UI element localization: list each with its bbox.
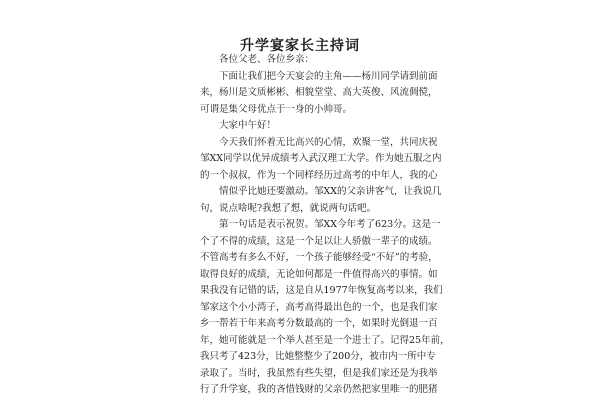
text-line: 乡一帮若干年来高考分数最高的一个，如果时光倒退一百: [200, 318, 438, 329]
document-body: [200, 52, 450, 399]
text-line: 果我没有记错的话，这是自从1977年恢复高考以来，我们: [200, 285, 443, 296]
text-line: 的一个叔叔，作为一个同样经历过高考的中年人，我的心: [200, 169, 438, 181]
text-line: 取得良好的成绩，无论如何都是一件值得高兴的事情。如: [200, 268, 438, 280]
text-line: 可谓是集父母优点于一身的小帅哥。: [200, 103, 353, 115]
text-line: 大家中午好！: [219, 120, 277, 131]
text-line: 个了不得的成绩，这是一个足以让人骄傲一辈子的成绩。: [200, 235, 438, 247]
text-line: 不管高考有多么不好，一个孩子能够经受“不好”的考验，: [200, 252, 438, 263]
text-line: 行了升学宴，我的吝惜钱财的父亲仍然把家里唯一的肥猪: [200, 384, 438, 395]
text-line: 情似乎比她还要激动。邹XX的父亲讲客气，让我说几: [219, 186, 442, 197]
text-line: 今天我们怀着无比高兴的心情，欢聚一堂，共同庆祝: [219, 136, 438, 148]
text-line: 录取了。当时，我虽然有些失望，但是我们家还是为我举: [200, 367, 438, 379]
text-line: 各位父老、各位乡亲：: [219, 54, 315, 65]
text-line: 我只考了423分，比她整整少了200分，被市内一所中专: [200, 351, 436, 362]
text-line: 第一句话是表示祝贺。邹XX今年考了623分。这是一: [219, 219, 441, 230]
text-line: 年，她可能就是一个举人甚至是一个进士了。记得25年前，: [200, 334, 450, 346]
document-title: 升学宴家长主持词: [240, 38, 360, 54]
text-line: 邹XX同学以优异成绩考入武汉理工大学。作为她五服之内: [200, 153, 442, 164]
text-line: 下面让我们把今天宴会的主角——杨川同学请到前面: [219, 70, 438, 82]
text-line: 句，说点啥呢?我想了想，就说两句话吧。: [200, 202, 377, 214]
text-line: 邹家这个小小湾子，高考高得最出色的一个，也是我们家: [200, 301, 438, 313]
text-line: 来，杨川是文质彬彬、相貌堂堂、高大英俊、风流倜傥，: [200, 87, 438, 98]
